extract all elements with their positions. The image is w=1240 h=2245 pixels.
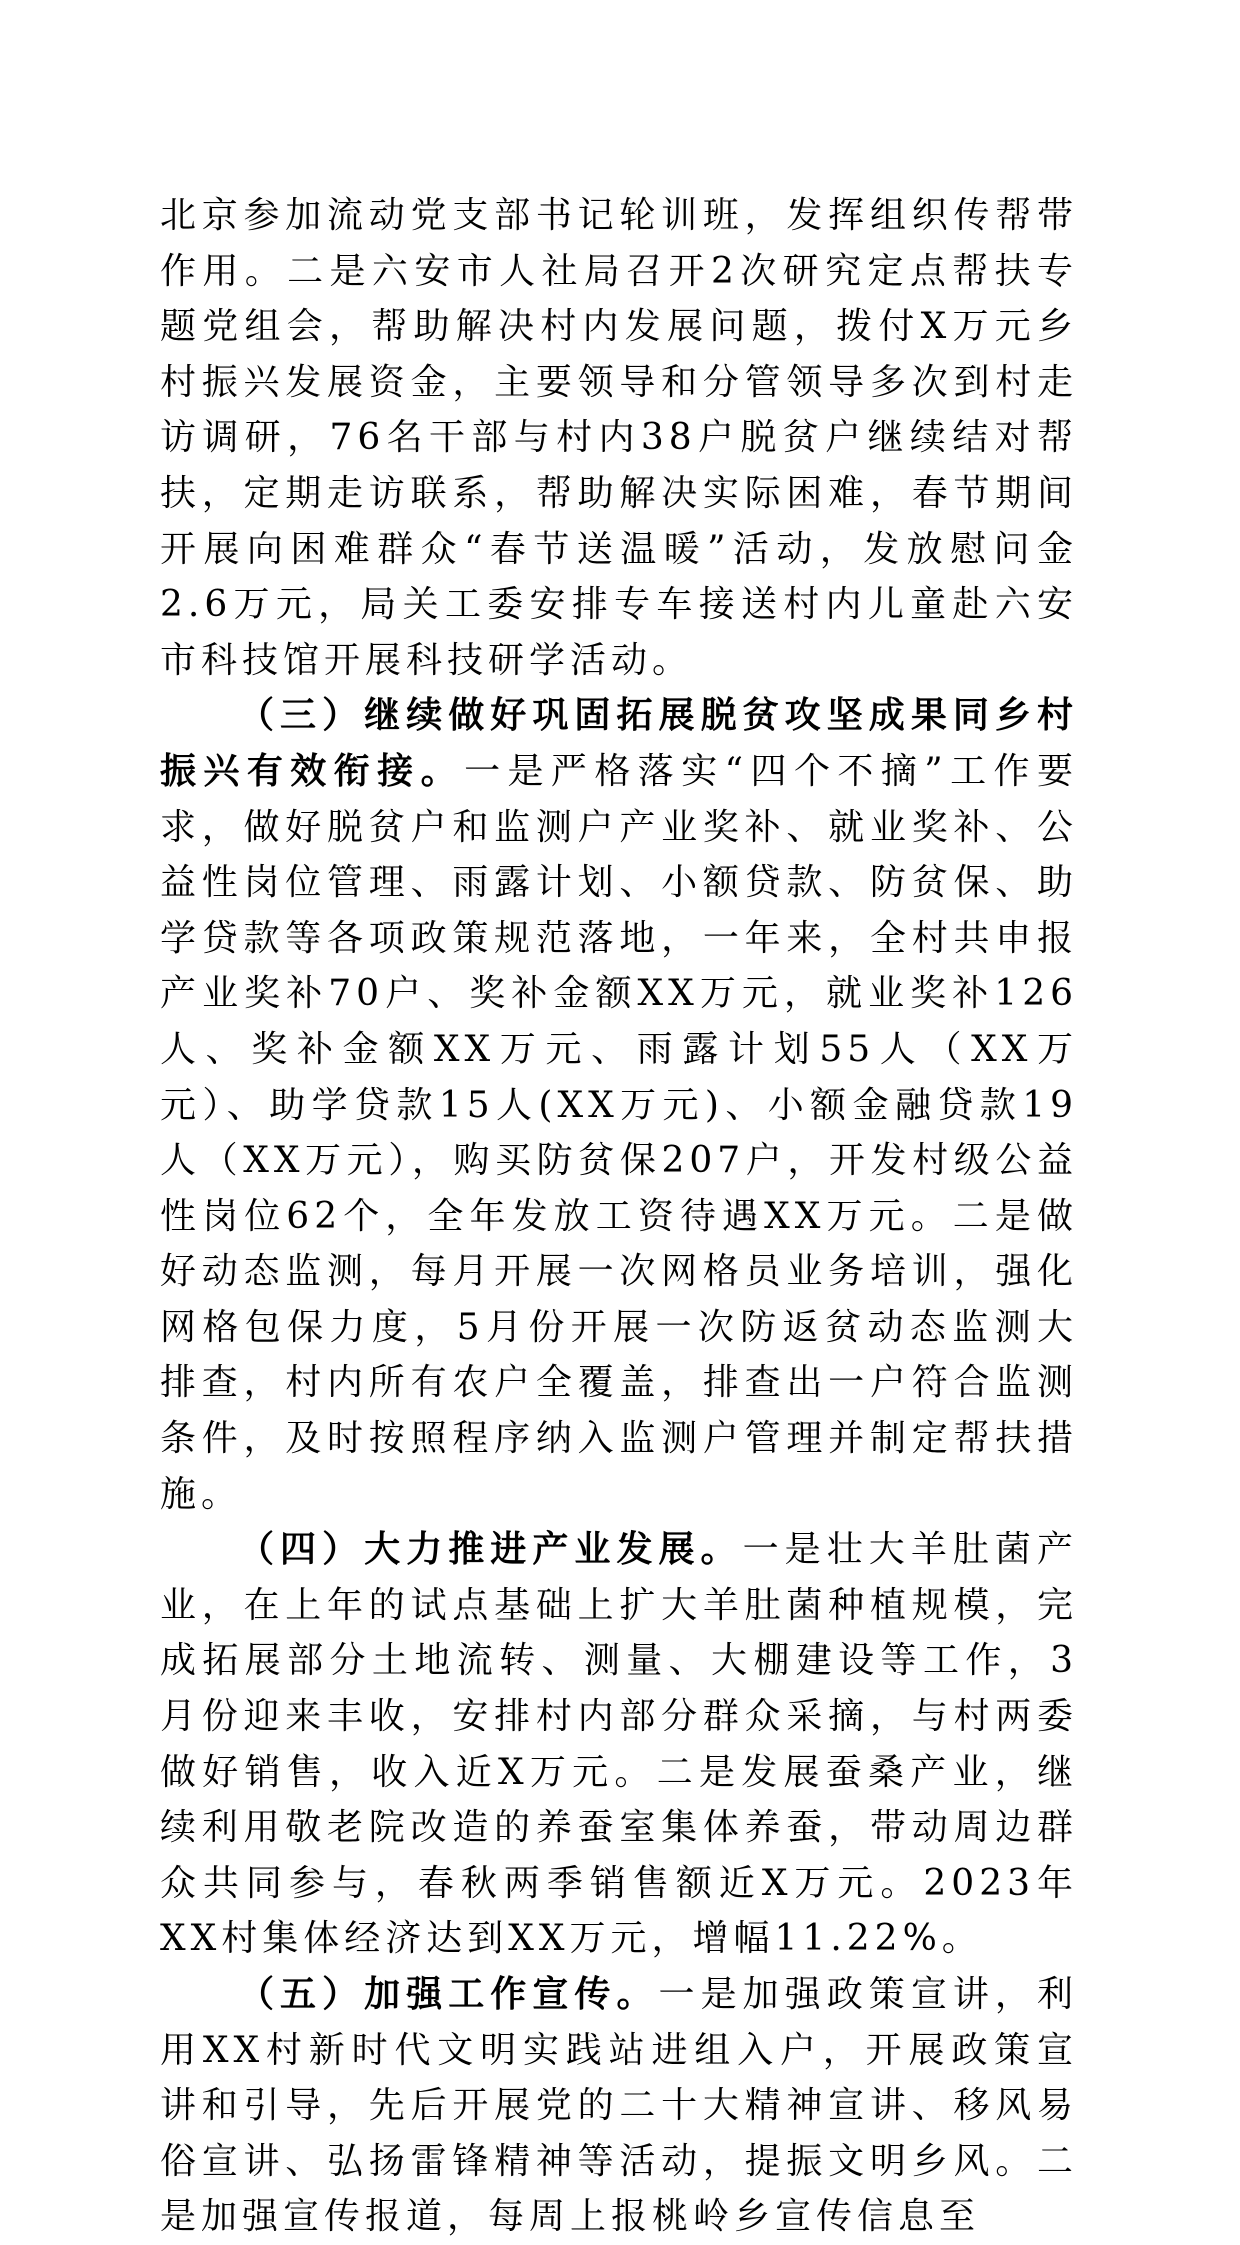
- paragraph-body: 一是严格落实“四个不摘”工作要求，做好脱贫户和监测户产业奖补、就业奖补、公益性岗位管理、雨露计划、小额贷款、防贫保、助学贷款等各项政策规范落地，一年来，全村共申报产业奖补70户、奖补金额XX万元，就业奖补126人、奖补金额XX万元、雨露计划55人（XX万元）、助学贷款15人(XX万元)、小额金融贷款19人（XX万元），购买防贫保207户，开发村级公益性岗位62个，全年发放工资待遇XX万元。二是做好动态监测，每月开展一次网格员业务培训，强化网格包保力度，5月份开展一次防返贫动态监测大排查，村内所有农户全覆盖，排查出一户符合监测条件，及时按照程序纳入监测户管理并制定帮扶措施。: [160, 750, 1078, 1515]
- paragraph-body: 一是加强政策宣讲，利用XX村新时代文明实践站进组入户，开展政策宣讲和引导，先后开展党的二十大精神宣讲、移风易俗宣讲、弘扬雷锋精神等活动，提振文明乡风。二是加强宣传报道，每周上报桃岭乡宣传信息至: [160, 1974, 1078, 2238]
- section-heading: （五）加强工作宣传。: [238, 1973, 659, 2015]
- paragraph-section-4: [160, 1522, 1078, 1967]
- section-heading: （四）大力推进产业发展。: [238, 1528, 743, 1571]
- paragraph-section-3: [160, 688, 1078, 1522]
- paragraph-body: 北京参加流动党支部书记轮训班，发挥组织传帮带作用。二是六安市人社局召开2次研究定点帮扶专题党组会，帮助解决村内发展问题，拨付X万元乡村振兴发展资金，主要领导和分管领导多次到村走访调研，76名干部与村内38户脱贫户继续结对帮扶，定期走访联系，帮助解决实际困难，春节期间开展向困难群众“春节送温暖”活动，发放慰问金2.6万元，局关工委安排专车接送村内儿童赴六安市科技馆开展科技研学活动。: [160, 195, 1078, 681]
- paragraph-body: 一是壮大羊肚菌产业，在上年的试点基础上扩大羊肚菌种植规模，完成拓展部分土地流转、测量、大棚建设等工作，3月份迎来丰收，安排村内部分群众采摘，与村两委做好销售，收入近X万元。二是发展蚕桑产业，继续利用敬老院改造的养蚕室集体养蚕，带动周边群众共同参与，春秋两季销售额近X万元。2023年XX村集体经济达到XX万元，增幅11.22%。: [160, 1529, 1078, 1960]
- section-heading: （三）继续做好巩固拓展脱贫攻坚成果同乡村振兴有效衔接。: [160, 694, 1078, 792]
- paragraph-continued: [160, 188, 1078, 688]
- document-page: [160, 188, 1078, 2245]
- paragraph-section-5: [160, 1967, 1078, 2245]
